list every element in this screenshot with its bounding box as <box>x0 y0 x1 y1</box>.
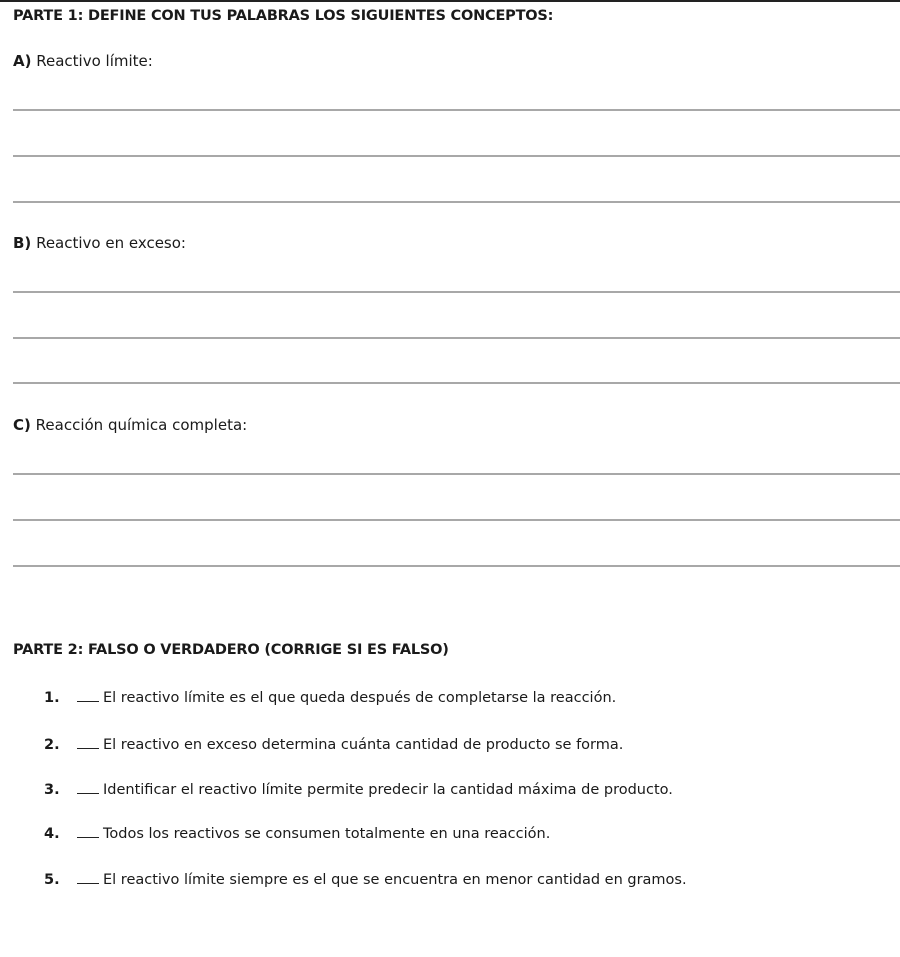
tf-item-number: 2. <box>44 737 60 753</box>
tf-item-statement: Todos los reactivos se consumen totalmente en una reacción. <box>103 826 551 842</box>
concept-a <box>13 52 153 70</box>
tf-item-number: 1. <box>44 690 60 706</box>
tf-item-statement: El reactivo en exceso determina cuánta cantidad de producto se forma. <box>103 737 624 753</box>
tf-answer-blank[interactable] <box>77 781 99 794</box>
tf-item-3 <box>44 781 673 798</box>
tf-item-statement: El reactivo límite es el que queda después de completarse la reacción. <box>103 690 617 706</box>
concept-c-label: Reacción química completa: <box>35 416 248 434</box>
tf-answer-blank[interactable] <box>77 736 99 749</box>
top-rule <box>0 0 900 2</box>
tf-item-number: 5. <box>44 872 60 888</box>
answer-line-c2[interactable] <box>13 519 900 521</box>
tf-item-number: 4. <box>44 826 60 842</box>
concept-b <box>13 234 186 252</box>
part2-heading: PARTE 2: FALSO O VERDADERO (CORRIGE SI ES FALSO) <box>13 642 449 658</box>
answer-line-b3[interactable] <box>13 382 900 384</box>
tf-item-2 <box>44 736 623 753</box>
answer-line-c1[interactable] <box>13 473 900 475</box>
answer-line-a3[interactable] <box>13 201 900 203</box>
tf-item-5 <box>44 871 687 888</box>
concept-a-label: Reactivo límite: <box>36 52 153 70</box>
tf-item-4 <box>44 825 550 842</box>
part1-heading: PARTE 1: DEFINE CON TUS PALABRAS LOS SIGUIENTES CONCEPTOS: <box>13 8 554 24</box>
tf-answer-blank[interactable] <box>77 871 99 884</box>
concept-c <box>13 416 247 434</box>
answer-line-a1[interactable] <box>13 109 900 111</box>
tf-item-statement: Identificar el reactivo límite permite predecir la cantidad máxima de producto. <box>103 782 673 798</box>
concept-b-letter: B) <box>13 234 32 252</box>
answer-line-b1[interactable] <box>13 291 900 293</box>
tf-answer-blank[interactable] <box>77 689 99 702</box>
concept-b-label: Reactivo en exceso: <box>36 234 186 252</box>
concept-a-letter: A) <box>13 52 32 70</box>
tf-item-statement: El reactivo límite siempre es el que se encuentra en menor cantidad en gramos. <box>103 872 687 888</box>
tf-item-1 <box>44 689 616 706</box>
tf-item-number: 3. <box>44 782 60 798</box>
tf-answer-blank[interactable] <box>77 825 99 838</box>
concept-c-letter: C) <box>13 416 31 434</box>
answer-line-b2[interactable] <box>13 337 900 339</box>
answer-line-a2[interactable] <box>13 155 900 157</box>
answer-line-c3[interactable] <box>13 565 900 567</box>
